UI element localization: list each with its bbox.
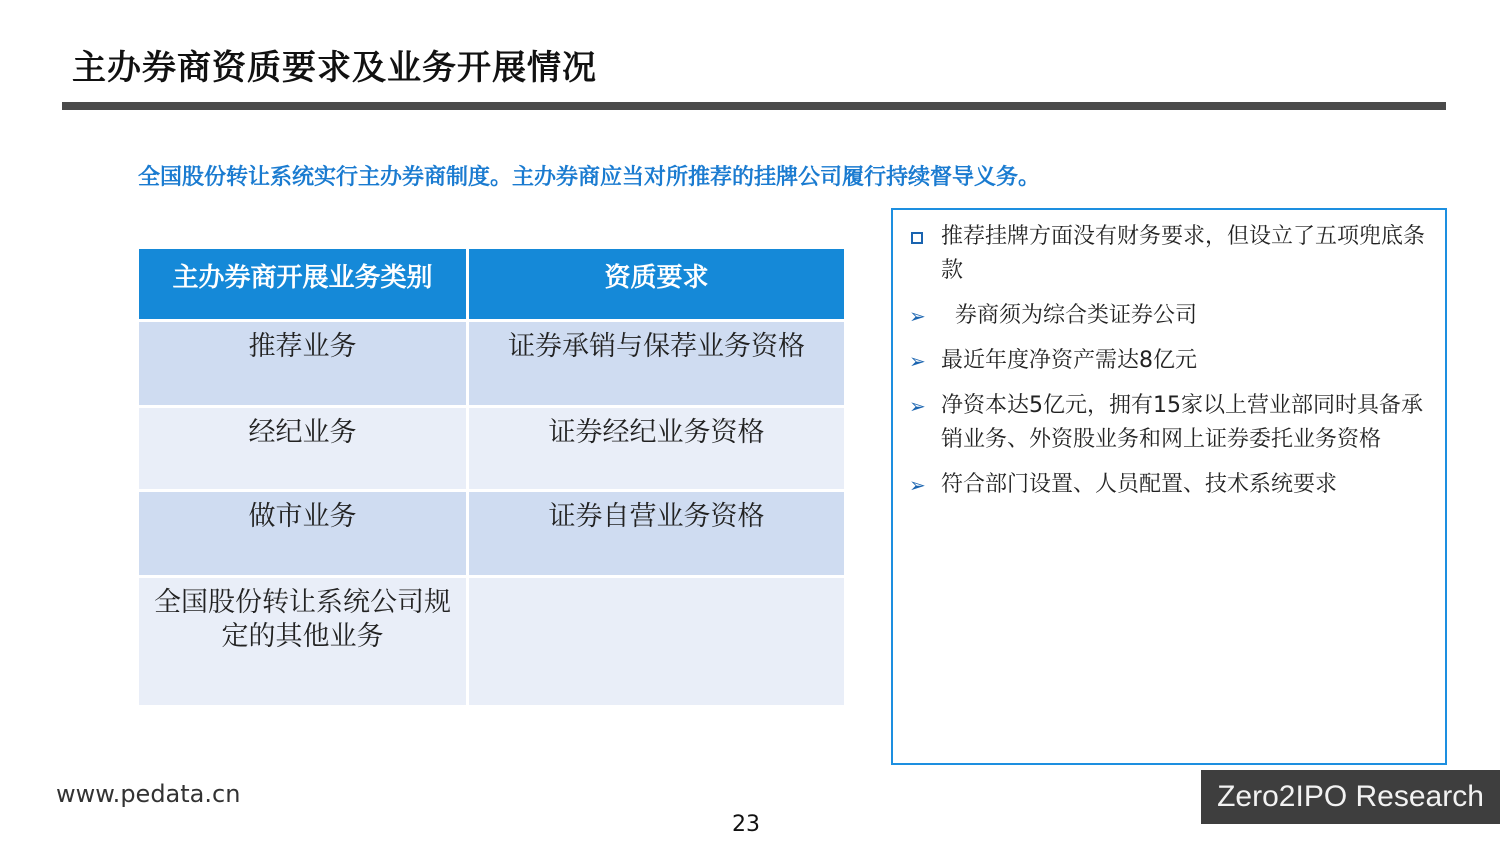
- table-header-row: [138, 248, 846, 321]
- header-qualification: 资质要求: [468, 248, 846, 321]
- table-row: [138, 491, 846, 577]
- list-item-text: 券商须为综合类证券公司: [941, 303, 1197, 328]
- list-item: [909, 344, 1431, 378]
- page-number: 23: [732, 812, 760, 837]
- list-item-text: 推荐挂牌方面没有财务要求，但设立了五项兜底条款: [941, 224, 1426, 283]
- requirements-list: [893, 210, 1445, 502]
- list-item-text: 净资本达5亿元，拥有15家以上营业部同时具备承销业务、外资股业务和网上证券委托业务资格: [941, 393, 1423, 452]
- brand-logo: Zero2IPO Research: [1201, 770, 1500, 824]
- qualification-table: [136, 246, 847, 708]
- title-divider: [62, 102, 1446, 110]
- list-item: [909, 220, 1431, 288]
- cell-qualification: 证券自营业务资格: [468, 491, 846, 577]
- cell-qualification: 证券承销与保荐业务资格: [468, 321, 846, 407]
- list-item-text: 符合部门设置、人员配置、技术系统要求: [941, 472, 1338, 497]
- cell-qualification: [468, 577, 846, 707]
- subtitle: 全国股份转让系统实行主办券商制度。主办券商应当对所推荐的挂牌公司履行持续督导义务。: [138, 165, 1041, 190]
- cell-category: 全国股份转让系统公司规定的其他业务: [138, 577, 468, 707]
- header-business-category: 主办券商开展业务类别: [138, 248, 468, 321]
- cell-qualification: 证券经纪业务资格: [468, 407, 846, 491]
- list-item: [909, 299, 1431, 333]
- arrow-bullet-icon: ➢: [909, 349, 926, 373]
- page-title: 主办券商资质要求及业务开展情况: [72, 48, 597, 88]
- list-item-text: 最近年度净资产需达8亿元: [941, 348, 1197, 373]
- arrow-bullet-icon: ➢: [909, 473, 926, 497]
- list-item: [909, 389, 1431, 457]
- cell-category: 经纪业务: [138, 407, 468, 491]
- list-item: [909, 468, 1431, 502]
- table-row: [138, 577, 846, 707]
- arrow-bullet-icon: ➢: [909, 304, 926, 328]
- square-bullet-icon: [911, 232, 923, 244]
- table-row: [138, 321, 846, 407]
- arrow-bullet-icon: ➢: [909, 394, 926, 418]
- cell-category: 推荐业务: [138, 321, 468, 407]
- table-row: [138, 407, 846, 491]
- requirements-box: [891, 208, 1447, 765]
- cell-category: 做市业务: [138, 491, 468, 577]
- footer-url: www.pedata.cn: [56, 780, 241, 808]
